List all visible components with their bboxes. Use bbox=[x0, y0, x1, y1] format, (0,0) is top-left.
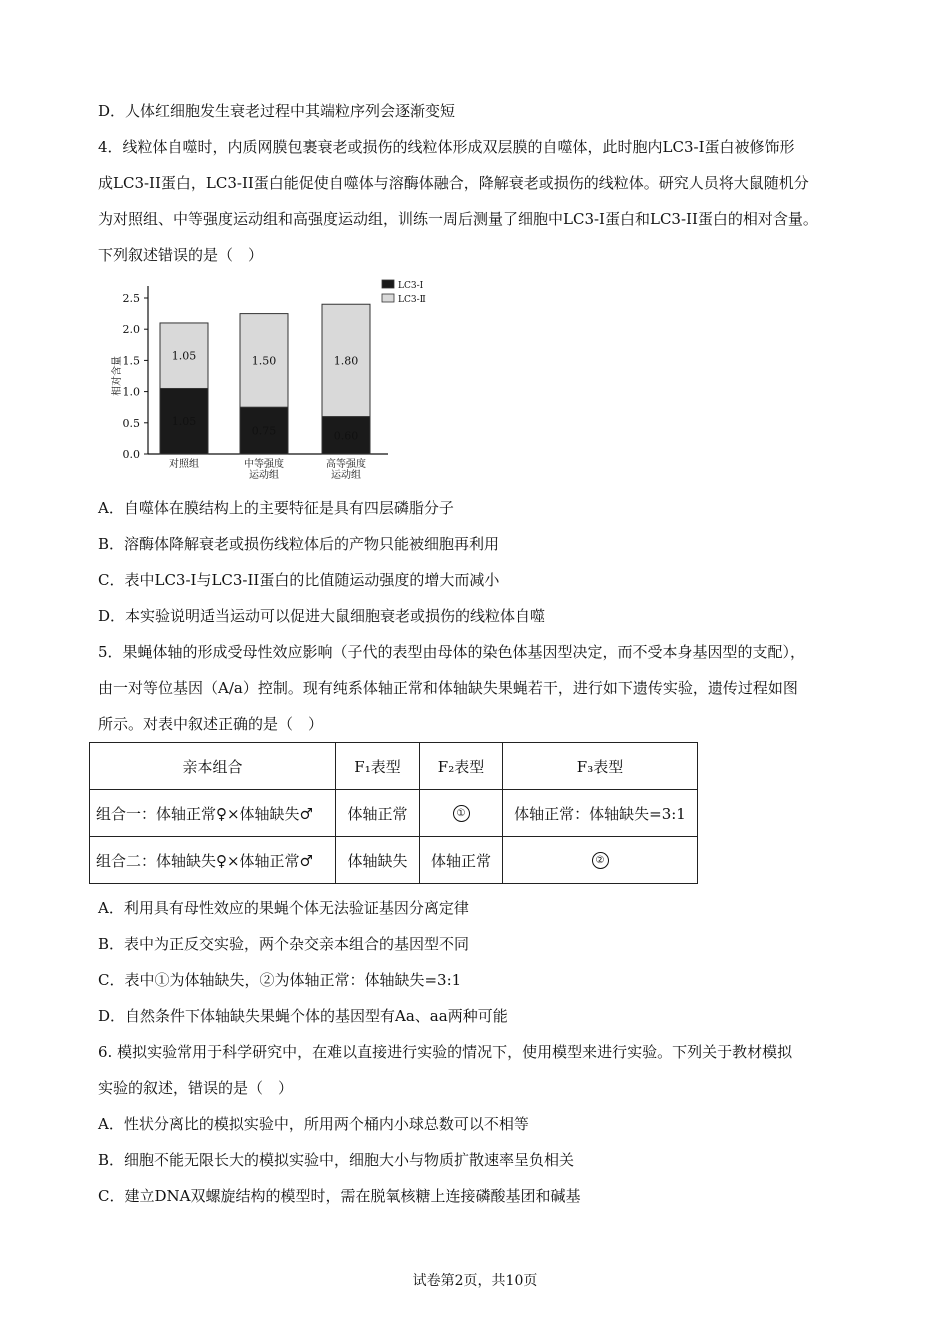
cell-f1-1: 体轴正常 bbox=[336, 790, 420, 837]
q4-stem-line-3: 为对照组、中等强度运动组和高强度运动组，训练一周后测量了细胞中LC3-I蛋白和LC3-II蛋白的相对含量。 bbox=[98, 210, 818, 228]
q5-option-c: C．表中①为体轴缺失，②为体轴正常：体轴缺失=3:1 bbox=[98, 971, 462, 989]
q6-stem-line-2: 实验的叙述，错误的是（ ） bbox=[98, 1079, 294, 1097]
q4-stem-line-1: 4．线粒体自噬时，内质网膜包裹衰老或损伤的线粒体形成双层膜的自噬体，此时胞内LC3-I蛋白被修饰形 bbox=[98, 138, 795, 156]
header-f1: F₁表型 bbox=[336, 743, 420, 790]
legend-label: LC3-Ⅱ bbox=[398, 295, 426, 305]
q6-option-b: B．细胞不能无限长大的模拟实验中，细胞大小与物质扩散速率呈负相关 bbox=[98, 1151, 575, 1169]
q4-option-c: C．表中LC3-I与LC3-II蛋白的比值随运动强度的增大而减小 bbox=[98, 571, 500, 589]
q6-option-a: A．性状分离比的模拟实验中，所用两个桶内小球总数可以不相等 bbox=[98, 1115, 529, 1133]
header-f2: F₂表型 bbox=[420, 743, 503, 790]
header-parent-cross: 亲本组合 bbox=[90, 743, 336, 790]
y-tick-label: 1.5 bbox=[122, 354, 140, 368]
data-label: 1.80 bbox=[333, 354, 359, 368]
cell-cross-1: 组合一：体轴正常♀×体轴缺失♂ bbox=[90, 790, 336, 837]
q6-option-c: C．建立DNA双螺旋结构的模型时，需在脱氧核糖上连接磷酸基团和碱基 bbox=[98, 1187, 581, 1205]
y-tick-label: 2.0 bbox=[122, 323, 140, 337]
table-row bbox=[90, 790, 698, 837]
q5-option-b: B．表中为正反交实验，两个杂交亲本组合的基因型不同 bbox=[98, 935, 470, 953]
y-tick-label: 0.0 bbox=[122, 448, 140, 461]
legend-swatch bbox=[382, 280, 394, 288]
cell-f2-2: 体轴正常 bbox=[420, 837, 503, 884]
header-f3: F₃表型 bbox=[503, 743, 698, 790]
table-row bbox=[90, 837, 698, 884]
circled-one-marker: ① bbox=[453, 805, 470, 822]
legend-swatch bbox=[382, 294, 394, 302]
y-axis-label: 相对含量 bbox=[112, 356, 123, 396]
table-header-row bbox=[90, 743, 698, 790]
cell-f2-1 bbox=[420, 790, 503, 837]
data-label: 0.75 bbox=[251, 424, 277, 438]
x-tick-label: 高等强度 bbox=[326, 459, 366, 470]
data-label: 1.05 bbox=[171, 415, 197, 429]
y-tick-label: 1.0 bbox=[122, 385, 140, 399]
data-label: 1.50 bbox=[251, 354, 277, 368]
q5-option-a: A．利用具有母性效应的果蝇个体无法验证基因分离定律 bbox=[98, 899, 469, 917]
q4-option-b: B．溶酶体降解衰老或损伤线粒体后的产物只能被细胞再利用 bbox=[98, 535, 500, 553]
q4-option-d: D．本实验说明适当运动可以促进大鼠细胞衰老或损伤的线粒体自噬 bbox=[98, 607, 546, 625]
genetics-table bbox=[89, 742, 698, 884]
cell-f1-2: 体轴缺失 bbox=[336, 837, 420, 884]
cell-f3-1: 体轴正常：体轴缺失=3:1 bbox=[503, 790, 698, 837]
x-tick-label: 运动组 bbox=[249, 470, 279, 481]
y-tick-label: 2.5 bbox=[122, 292, 140, 305]
cell-cross-2: 组合二：体轴缺失♀×体轴正常♂ bbox=[90, 837, 336, 884]
q5-stem-line-2: 由一对等位基因（A/a）控制。现有纯系体轴正常和体轴缺失果蝇若干，进行如下遗传实验，遗传过程如图 bbox=[98, 679, 798, 697]
cell-f3-2 bbox=[503, 837, 698, 884]
x-tick-label: 对照组 bbox=[169, 459, 199, 470]
q4-stem-line-4: 下列叙述错误的是（ ） bbox=[98, 246, 264, 264]
page-footer: 试卷第2页，共10页 bbox=[412, 1273, 538, 1289]
data-label: 1.05 bbox=[171, 349, 197, 363]
circled-two-marker: ② bbox=[592, 852, 609, 869]
q5-option-d: D．自然条件下体轴缺失果蝇个体的基因型有Aa、aa两种可能 bbox=[98, 1007, 508, 1025]
q4-stem-line-2: 成LC3-II蛋白，LC3-II蛋白能促使自噬体与溶酶体融合，降解衰老或损伤的线粒体。研究人员将大鼠随机分 bbox=[98, 174, 809, 192]
data-label: 0.60 bbox=[333, 429, 359, 443]
q5-stem-line-1: 5．果蝇体轴的形成受母性效应影响（子代的表型由母体的染色体基因型决定，而不受本身基因型的支配）， bbox=[98, 643, 806, 661]
legend-label: LC3-Ⅰ bbox=[398, 281, 424, 291]
x-tick-label: 中等强度 bbox=[244, 459, 284, 470]
q5-stem-line-3: 所示。对表中叙述正确的是（ ） bbox=[98, 715, 324, 733]
y-tick-label: 0.5 bbox=[122, 416, 140, 430]
q4-option-a: A．自噬体在膜结构上的主要特征是具有四层磷脂分子 bbox=[98, 499, 454, 517]
q6-stem-line-1: 6. 模拟实验常用于科学研究中，在难以直接进行实验的情况下，使用模型来进行实验。下列关于教材模拟 bbox=[98, 1043, 793, 1061]
prev-option-d: D．人体红细胞发生衰老过程中其端粒序列会逐渐变短 bbox=[98, 102, 456, 120]
lc3-bar-chart bbox=[98, 276, 458, 486]
x-tick-label: 运动组 bbox=[331, 470, 361, 481]
